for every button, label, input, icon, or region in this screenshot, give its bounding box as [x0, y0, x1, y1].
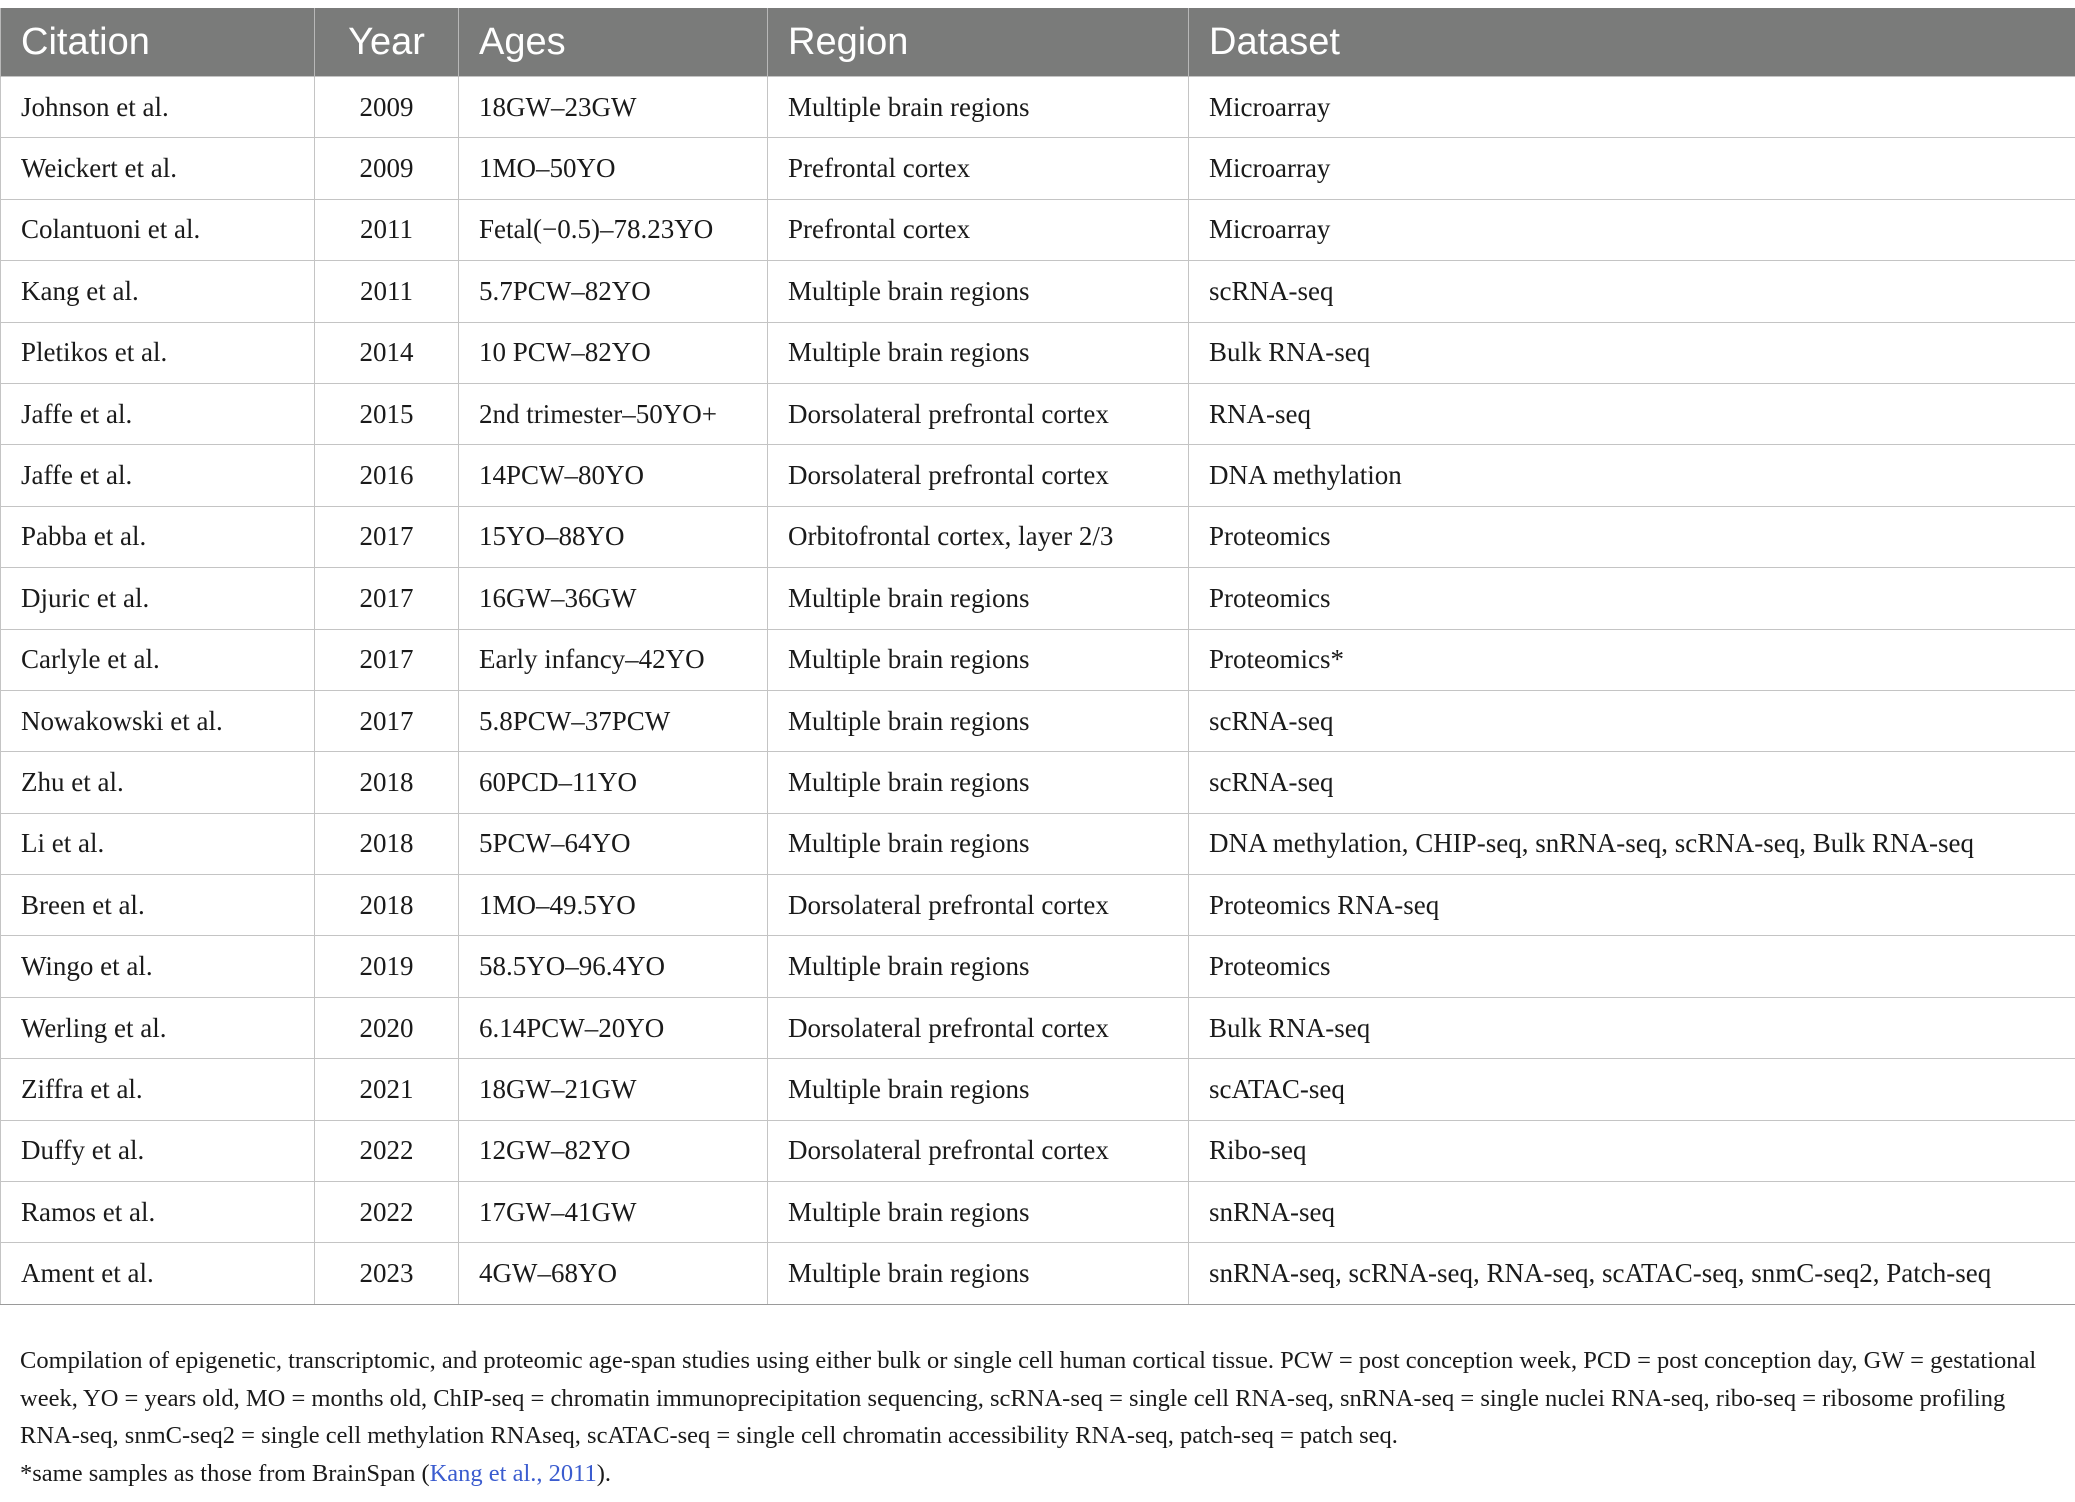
cell-dataset: Proteomics	[1189, 568, 2075, 629]
cell-ages: 6.14PCW–20YO	[459, 997, 768, 1058]
cell-dataset: Ribo-seq	[1189, 1120, 2075, 1181]
footnote-asterisk-suffix: ).	[596, 1459, 612, 1487]
cell-ages: 5PCW–64YO	[459, 813, 768, 874]
cell-dataset: Microarray	[1189, 199, 2075, 260]
cell-year: 2015	[315, 383, 459, 444]
cell-citation: Wingo et al.	[1, 936, 315, 997]
cell-citation: Colantuoni et al.	[1, 199, 315, 260]
cell-region: Orbitofrontal cortex, layer 2/3	[768, 506, 1189, 567]
cell-citation: Nowakowski et al.	[1, 690, 315, 751]
header-citation: Citation	[1, 8, 315, 77]
table-row	[1, 1059, 2075, 1120]
cell-ages: 58.5YO–96.4YO	[459, 936, 768, 997]
cell-dataset: scATAC-seq	[1189, 1059, 2075, 1120]
table-row	[1, 445, 2075, 506]
footnote-asterisk-prefix: *same samples as those from BrainSpan (	[20, 1459, 430, 1487]
cell-region: Dorsolateral prefrontal cortex	[768, 445, 1189, 506]
cell-region: Dorsolateral prefrontal cortex	[768, 997, 1189, 1058]
cell-year: 2011	[315, 199, 459, 260]
cell-citation: Ramos et al.	[1, 1182, 315, 1243]
table-row	[1, 752, 2075, 813]
cell-ages: 17GW–41GW	[459, 1182, 768, 1243]
header-year: Year	[315, 8, 459, 77]
cell-year: 2017	[315, 690, 459, 751]
cell-year: 2018	[315, 813, 459, 874]
cell-citation: Li et al.	[1, 813, 315, 874]
cell-citation: Johnson et al.	[1, 77, 315, 138]
cell-ages: 60PCD–11YO	[459, 752, 768, 813]
cell-year: 2017	[315, 629, 459, 690]
table-footnote	[20, 1342, 2060, 1492]
cell-region: Multiple brain regions	[768, 1059, 1189, 1120]
cell-ages: 1MO–50YO	[459, 138, 768, 199]
cell-citation: Breen et al.	[1, 875, 315, 936]
header-region: Region	[768, 8, 1189, 77]
cell-dataset: Proteomics	[1189, 936, 2075, 997]
cell-region: Multiple brain regions	[768, 752, 1189, 813]
cell-dataset: Microarray	[1189, 77, 2075, 138]
cell-ages: 5.8PCW–37PCW	[459, 690, 768, 751]
cell-region: Multiple brain regions	[768, 1243, 1189, 1304]
footnote-asterisk-note	[20, 1455, 2060, 1493]
cell-dataset: scRNA-seq	[1189, 752, 2075, 813]
cell-ages: 16GW–36GW	[459, 568, 768, 629]
cell-citation: Kang et al.	[1, 261, 315, 322]
cell-citation: Djuric et al.	[1, 568, 315, 629]
table-row	[1, 261, 2075, 322]
cell-ages: 12GW–82YO	[459, 1120, 768, 1181]
table-row	[1, 383, 2075, 444]
cell-year: 2009	[315, 138, 459, 199]
cell-dataset: Proteomics RNA-seq	[1189, 875, 2075, 936]
table-row	[1, 1243, 2075, 1304]
cell-dataset: Proteomics*	[1189, 629, 2075, 690]
cell-region: Dorsolateral prefrontal cortex	[768, 383, 1189, 444]
header-dataset: Dataset	[1189, 8, 2075, 77]
table-row	[1, 813, 2075, 874]
cell-year: 2016	[315, 445, 459, 506]
cell-region: Multiple brain regions	[768, 568, 1189, 629]
table-row	[1, 1120, 2075, 1181]
table-row	[1, 997, 2075, 1058]
cell-year: 2017	[315, 568, 459, 629]
cell-ages: 18GW–23GW	[459, 77, 768, 138]
cell-year: 2018	[315, 752, 459, 813]
cell-citation: Werling et al.	[1, 997, 315, 1058]
cell-year: 2022	[315, 1182, 459, 1243]
cell-region: Multiple brain regions	[768, 77, 1189, 138]
cell-region: Multiple brain regions	[768, 1182, 1189, 1243]
cell-year: 2011	[315, 261, 459, 322]
cell-region: Prefrontal cortex	[768, 199, 1189, 260]
cell-region: Dorsolateral prefrontal cortex	[768, 1120, 1189, 1181]
cell-citation: Pabba et al.	[1, 506, 315, 567]
cell-dataset: Proteomics	[1189, 506, 2075, 567]
cell-citation: Duffy et al.	[1, 1120, 315, 1181]
cell-ages: 14PCW–80YO	[459, 445, 768, 506]
kang-citation-link[interactable]: Kang et al., 2011	[429, 1459, 597, 1487]
cell-ages: 5.7PCW–82YO	[459, 261, 768, 322]
cell-ages: Fetal(−0.5)–78.23YO	[459, 199, 768, 260]
cell-region: Multiple brain regions	[768, 936, 1189, 997]
table-row	[1, 322, 2075, 383]
cell-ages: 4GW–68YO	[459, 1243, 768, 1304]
cell-year: 2018	[315, 875, 459, 936]
header-ages: Ages	[459, 8, 768, 77]
cell-citation: Weickert et al.	[1, 138, 315, 199]
table-row	[1, 506, 2075, 567]
cell-dataset: RNA-seq	[1189, 383, 2075, 444]
table-row	[1, 629, 2075, 690]
table-row	[1, 1182, 2075, 1243]
cell-ages: 15YO–88YO	[459, 506, 768, 567]
table-row	[1, 199, 2075, 260]
cell-dataset: DNA methylation, CHIP-seq, snRNA-seq, scRNA-seq, Bulk RNA-seq	[1189, 813, 2075, 874]
cell-dataset: scRNA-seq	[1189, 261, 2075, 322]
cell-year: 2022	[315, 1120, 459, 1181]
cell-dataset: snRNA-seq	[1189, 1182, 2075, 1243]
cell-year: 2020	[315, 997, 459, 1058]
cell-dataset: Microarray	[1189, 138, 2075, 199]
cell-ages: 2nd trimester–50YO+	[459, 383, 768, 444]
cell-citation: Jaffe et al.	[1, 383, 315, 444]
table-row	[1, 875, 2075, 936]
cell-year: 2009	[315, 77, 459, 138]
cell-citation: Zhu et al.	[1, 752, 315, 813]
table-row	[1, 690, 2075, 751]
table-body	[1, 77, 2075, 1305]
cell-citation: Pletikos et al.	[1, 322, 315, 383]
cell-ages: Early infancy–42YO	[459, 629, 768, 690]
cell-ages: 18GW–21GW	[459, 1059, 768, 1120]
table-row	[1, 138, 2075, 199]
cell-year: 2017	[315, 506, 459, 567]
cell-citation: Carlyle et al.	[1, 629, 315, 690]
table-row	[1, 77, 2075, 138]
studies-table	[0, 8, 2075, 1305]
cell-year: 2023	[315, 1243, 459, 1304]
cell-region: Multiple brain regions	[768, 629, 1189, 690]
cell-year: 2014	[315, 322, 459, 383]
footnote-description: Compilation of epigenetic, transcriptomic, and proteomic age-span studies using either bulk or single cell human cortical tissue. PCW = post conception week, PCD = post conception day, GW = gestational week, YO = years old, MO = months old, ChIP-seq = chromatin immunoprecipitation sequencing, scRNA-seq = single cell RNA-seq, snRNA-seq = single nuclei RNA-seq, ribo-seq = ribosome profiling RNA-seq, snmC-seq2 = single cell methylation RNAseq, scATAC-seq = single cell chromatin accessibility RNA-seq, patch-seq = patch seq.	[20, 1347, 2037, 1449]
cell-dataset: Bulk RNA-seq	[1189, 322, 2075, 383]
cell-citation: Ament et al.	[1, 1243, 315, 1304]
cell-ages: 10 PCW–82YO	[459, 322, 768, 383]
cell-year: 2019	[315, 936, 459, 997]
cell-region: Multiple brain regions	[768, 322, 1189, 383]
cell-region: Prefrontal cortex	[768, 138, 1189, 199]
cell-region: Multiple brain regions	[768, 261, 1189, 322]
cell-dataset: Bulk RNA-seq	[1189, 997, 2075, 1058]
table-header-row	[1, 8, 2075, 77]
cell-citation: Jaffe et al.	[1, 445, 315, 506]
cell-region: Multiple brain regions	[768, 813, 1189, 874]
cell-dataset: scRNA-seq	[1189, 690, 2075, 751]
cell-region: Dorsolateral prefrontal cortex	[768, 875, 1189, 936]
table-row	[1, 568, 2075, 629]
cell-region: Multiple brain regions	[768, 690, 1189, 751]
table-row	[1, 936, 2075, 997]
cell-dataset: snRNA-seq, scRNA-seq, RNA-seq, scATAC-seq, snmC-seq2, Patch-seq	[1189, 1243, 2075, 1304]
cell-year: 2021	[315, 1059, 459, 1120]
cell-citation: Ziffra et al.	[1, 1059, 315, 1120]
cell-ages: 1MO–49.5YO	[459, 875, 768, 936]
cell-dataset: DNA methylation	[1189, 445, 2075, 506]
studies-table-container	[0, 8, 2075, 1305]
